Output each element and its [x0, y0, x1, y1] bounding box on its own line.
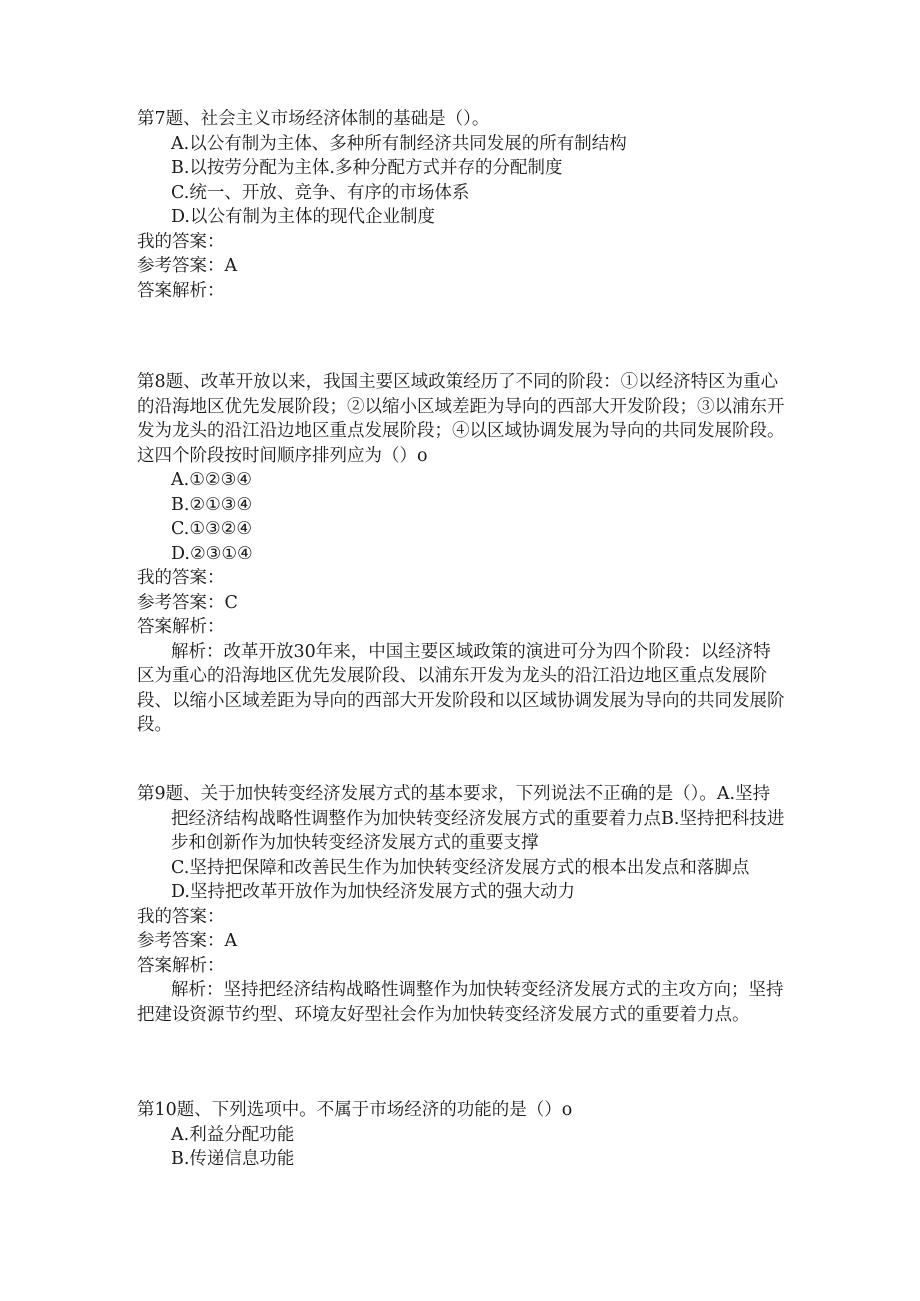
option-a: A.以公有制为主体、多种所有制经济共同发展的所有制结构 [171, 133, 627, 154]
my-answer-label: 我的答案： [137, 568, 225, 588]
question-stem: 第7题、社会主义市场经济体制的基础是（）。 [137, 109, 490, 129]
analysis-label: 答案解析： [137, 280, 225, 301]
analysis-label: 答案解析： [137, 955, 225, 976]
option-c: C.坚持把保障和改善民生作为加快转变经济发展方式的根本出发点和落脚点 [171, 857, 750, 878]
question-10 [137, 1098, 787, 1172]
option-a: A.利益分配功能 [171, 1124, 295, 1145]
question-9 [137, 782, 787, 1027]
question-7 [137, 107, 797, 303]
question-stem: 第9题、关于加快转变经济发展方式的基本要求，下列说法不正确的是（）。A.坚持把经济结构战略性调整作为加快转变经济发展方式的重要着力点B.坚持把科技进步和创新作为加快转变经济发展方式的重要支撑 [137, 784, 785, 853]
analysis-label: 答案解析： [137, 617, 225, 637]
option-d: D.以公有制为主体的现代企业制度 [171, 207, 435, 227]
question-stem: 第8题、改革开放以来，我国主要区域政策经历了不同的阶段：①以经济特区为重心的沿海地区优先发展阶段；②以缩小区域差距为导向的西部大开发阶段；③以浦东开发为龙头的沿江沿边地区重点发展阶段；④以区域协调发展为导向的共同发展阶段。这四个阶段按时间顺序排列应为（）o [137, 372, 785, 466]
reference-answer: 参考答案：A [137, 256, 238, 276]
option-a: A.①②③④ [171, 470, 252, 490]
analysis-text: 解析：坚持把经济结构战略性调整作为加快转变经济发展方式的主攻方向；坚持把建设资源节约型、环境友好型社会作为加快转变经济发展方式的重要着力点。 [137, 980, 784, 1025]
my-answer-label: 我的答案： [137, 906, 225, 927]
reference-answer: 参考答案：C [137, 592, 238, 613]
analysis-text: 解析：改革开放30年来，中国主要区域政策的演进可分为四个阶段：以经济特区为重心的沿海地区优先发展阶段、以浦东开发为龙头的沿江沿边地区重点发展阶段、以缩小区域差距为导向的西部大开发阶段和以区域协调发展为导向的共同发展阶段。 [137, 641, 785, 735]
option-d: D.坚持把改革开放作为加快经济发展方式的强大动力 [171, 882, 575, 902]
question-8 [137, 370, 787, 738]
question-stem: 第10题、下列选项中。不属于市场经济的功能的是（）o [137, 1100, 573, 1120]
option-b: B.传递信息功能 [171, 1149, 295, 1169]
option-c: C.①③②④ [171, 519, 253, 539]
my-answer-label: 我的答案： [137, 231, 225, 252]
reference-answer: 参考答案：A [137, 931, 238, 951]
option-b: B.以按劳分配为主体.多种分配方式并存的分配制度 [171, 158, 563, 178]
option-d: D.②③①④ [171, 543, 253, 564]
option-b: B.②①③④ [171, 494, 253, 515]
option-c: C.统一、开放、竞争、有序的市场体系 [171, 182, 470, 203]
